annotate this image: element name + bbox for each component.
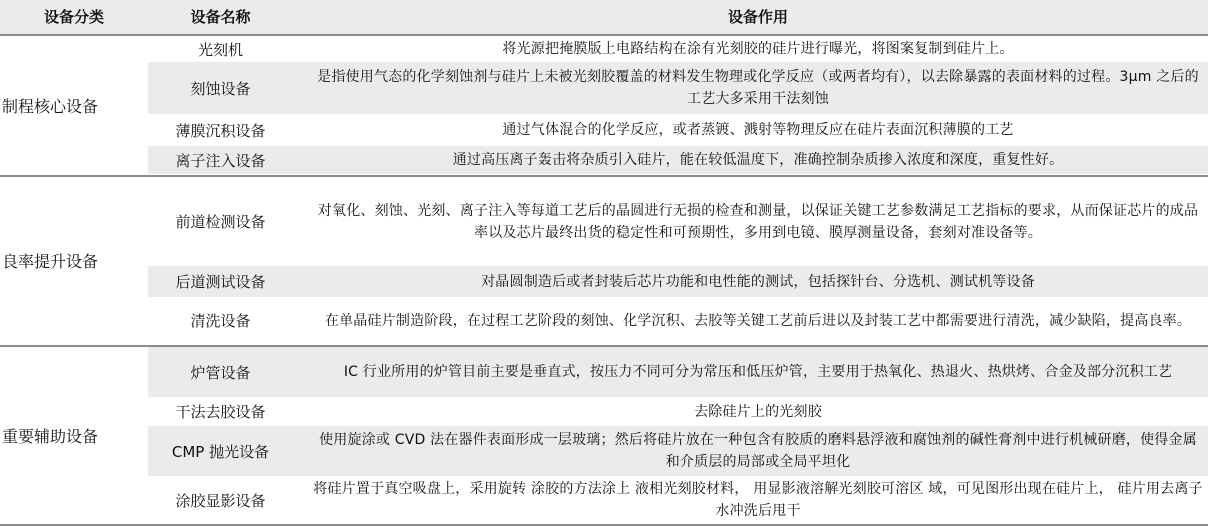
equipment-name: 离子注入设备 [175,151,266,170]
table-row [148,114,1208,146]
equipment-name: CMP 抛光设备 [171,442,270,461]
equipment-function: IC 行业所用的炉管目前主要是垂直式，按压力不同可分为常压和低压炉管，主要用于热氧化、热退火、热烘烤、合金及部分沉积工艺 [343,364,1173,380]
equipment-name: 薄膜沉积设备 [175,121,266,140]
equipment-function: 通过高压离子轰击将杂质引入硅片，能在较低温度下，准确控制杂质掺入浓度和深度，重复性好。 [452,152,1064,168]
equipment-function: 去除硅片上的光刻胶 [694,403,822,420]
table-row [148,146,1208,174]
table-row [148,177,1208,266]
equipment-function: 在单晶硅片制造阶段，在过程工艺阶段的刻蚀、化学沉积、去胶等关键工艺前后进以及封装工艺中都需要进行清洗，减少缺陷，提高良率。 [324,312,1192,329]
equipment-function: 对晶圆制造后或者封装后芯片功能和电性能的测试，包括探针台、分选机、测试机等设备 [481,273,1035,290]
table-row [148,397,1208,426]
table-row [148,266,1208,297]
header-category: 设备分类 [43,8,104,26]
equipment-function: 对氧化、刻蚀、光刻、离子注入等每道工艺后的晶圆进行无损的检查和测量，以保证关键工艺参数满足工艺指标的要求，从而保证芯片的成品率以及芯片最终出货的稳定性和可预期性，多用到电镜、膜厚测量设备，套刻对准设备等。 [317,202,1199,241]
equipment-name: 炉管设备 [190,363,251,382]
equipment-function: 通过气体混合的化学反应，或者蒸镀、溅射等物理反应在硅片表面沉积薄膜的工艺 [502,122,1014,138]
category-cell: 良率提升设备 [2,252,99,271]
table-header [0,0,1208,34]
category-cell: 制程核心设备 [2,96,99,116]
equipment-name: 干法去胶设备 [175,403,266,421]
equipment-name: 前道检测设备 [175,213,266,231]
category-cell: 重要辅助设备 [2,427,99,446]
table-row [148,297,1208,344]
equipment-function: 将硅片置于真空吸盘上，采用旋转 涂胶的方法涂上 液相光刻胶材料， 用显影液溶解光刻胶可溶区 域，可见图形出现在硅片上， 硅片用去离子水冲洗后甩干 [313,481,1203,519]
table-row [148,476,1208,524]
equipment-name: 后道测试设备 [175,273,266,291]
header-function: 设备作用 [727,8,788,26]
equipment-name: 清洗设备 [190,312,251,330]
header-name: 设备名称 [190,8,251,26]
table-row [148,36,1208,62]
equipment-function: 将光源把掩膜版上电路结构在涂有光刻胶的硅片进行曝光，将图案复制到硅片上。 [502,41,1014,57]
equipment-function: 是指使用气态的化学刻蚀剂与硅片上未被光刻胶覆盖的材料发生物理或化学反应（或两者均有），以去除暴露的表面材料的过程。3μm 之后的工艺大多采用干法刻蚀 [317,69,1199,107]
equipment-name: 刻蚀设备 [190,79,251,98]
table-row [148,347,1208,397]
table-row [148,426,1208,476]
equipment-name: 涂胶显影设备 [175,491,266,510]
equipment-function: 使用旋涂或 CVD 法在器件表面形成一层玻璃；然后将硅片放在一种包含有胶质的磨料悬浮液和腐蚀剂的碱性膏剂中进行机械研磨，使得金属和介质层的局部或全局平坦化 [319,432,1197,470]
table-row [148,62,1208,114]
equipment-name: 光刻机 [197,40,243,59]
